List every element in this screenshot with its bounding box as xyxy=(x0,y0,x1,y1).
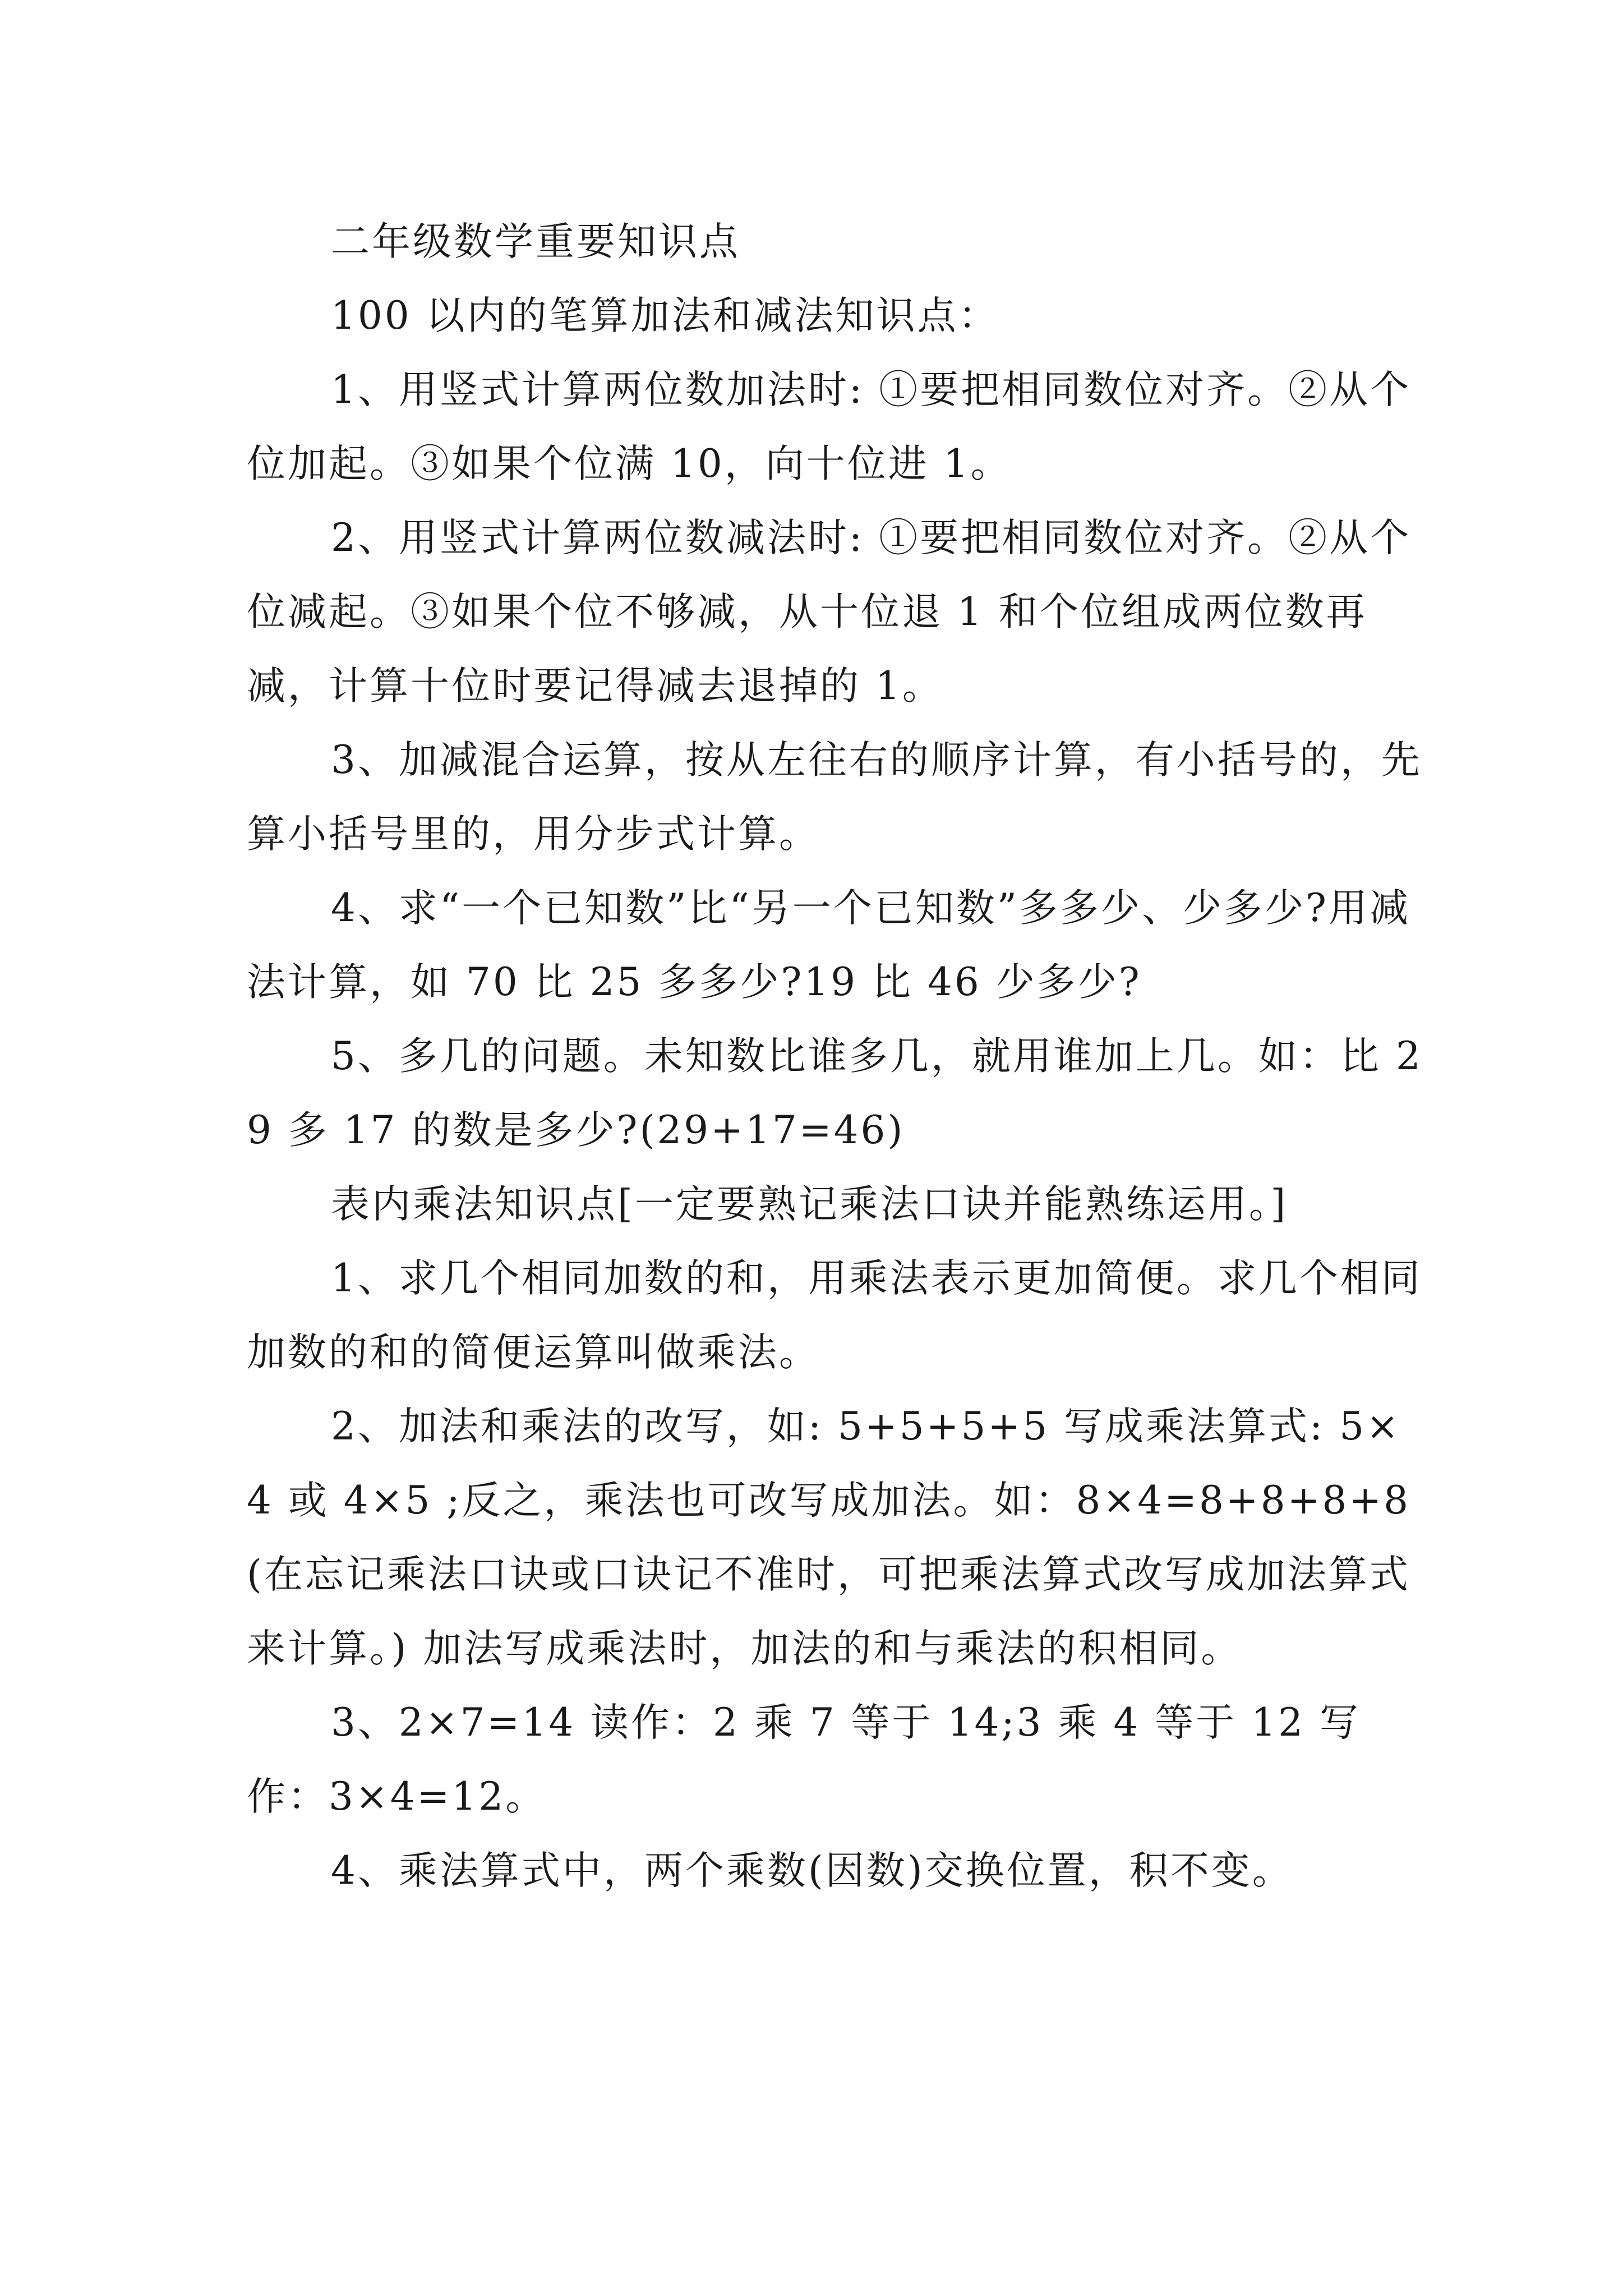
section-heading-addition-subtraction: 100 以内的笔算加法和减法知识点： xyxy=(331,293,999,338)
document-title: 二年级数学重要知识点 xyxy=(331,219,740,264)
paragraph-rewrite-addition-multiplication: 2、加法和乘法的改写，如: 5+5+5+5 写成乘法算式: 5×4 或 4×5 ;反之，乘法也可改写成加法。如：8×4=8+8+8+8 (在忘记乘法口诀或口诀记不准时，可把乘法算式改写成加法算式来计算。) 加法写成乘法时，加法的和与乘法的积相同。 xyxy=(247,1404,1411,1671)
paragraph-commutative: 4、乘法算式中，两个乘数(因数)交换位置，积不变。 xyxy=(331,1848,1293,1893)
document-body xyxy=(247,205,1424,1908)
paragraph-multiplication-definition: 1、求几个相同加数的和，用乘法表示更加简便。求几个相同加数的和的简便运算叫做乘法。 xyxy=(247,1256,1422,1375)
paragraph-subtraction-rule: 2、用竖式计算两位数减法时: ①要把相同数位对齐。②从个位减起。③如果个位不够减，从十位退 1 和个位组成两位数再减，计算十位时要记得减去退掉的 1。 xyxy=(247,516,1412,708)
paragraph-addition-rule: 1、用竖式计算两位数加法时: ①要把相同数位对齐。②从个位加起。③如果个位满 10，向十位进 1。 xyxy=(247,367,1412,486)
paragraph-reading-writing: 3、2×7=14 读作：2 乘 7 等于 14;3 乘 4 等于 12 写作：3×4=12。 xyxy=(247,1700,1361,1819)
paragraph-more-than: 5、多几的问题。未知数比谁多几，就用谁加上几。如：比 29 多 17 的数是多少?(29+17=46) xyxy=(247,1034,1423,1153)
paragraph-difference: 4、求“一个已知数”比“另一个已知数”多多少、少多少?用减法计算，如 70 比 25 多多少?19 比 46 少多少? xyxy=(247,886,1410,1005)
section-heading-multiplication: 表内乘法知识点[一定要熟记乘法口诀并能熟练运用。] xyxy=(331,1182,1288,1227)
paragraph-mixed-operations: 3、加减混合运算，按从左往右的顺序计算，有小括号的，先算小括号里的，用分步式计算。 xyxy=(247,738,1422,857)
